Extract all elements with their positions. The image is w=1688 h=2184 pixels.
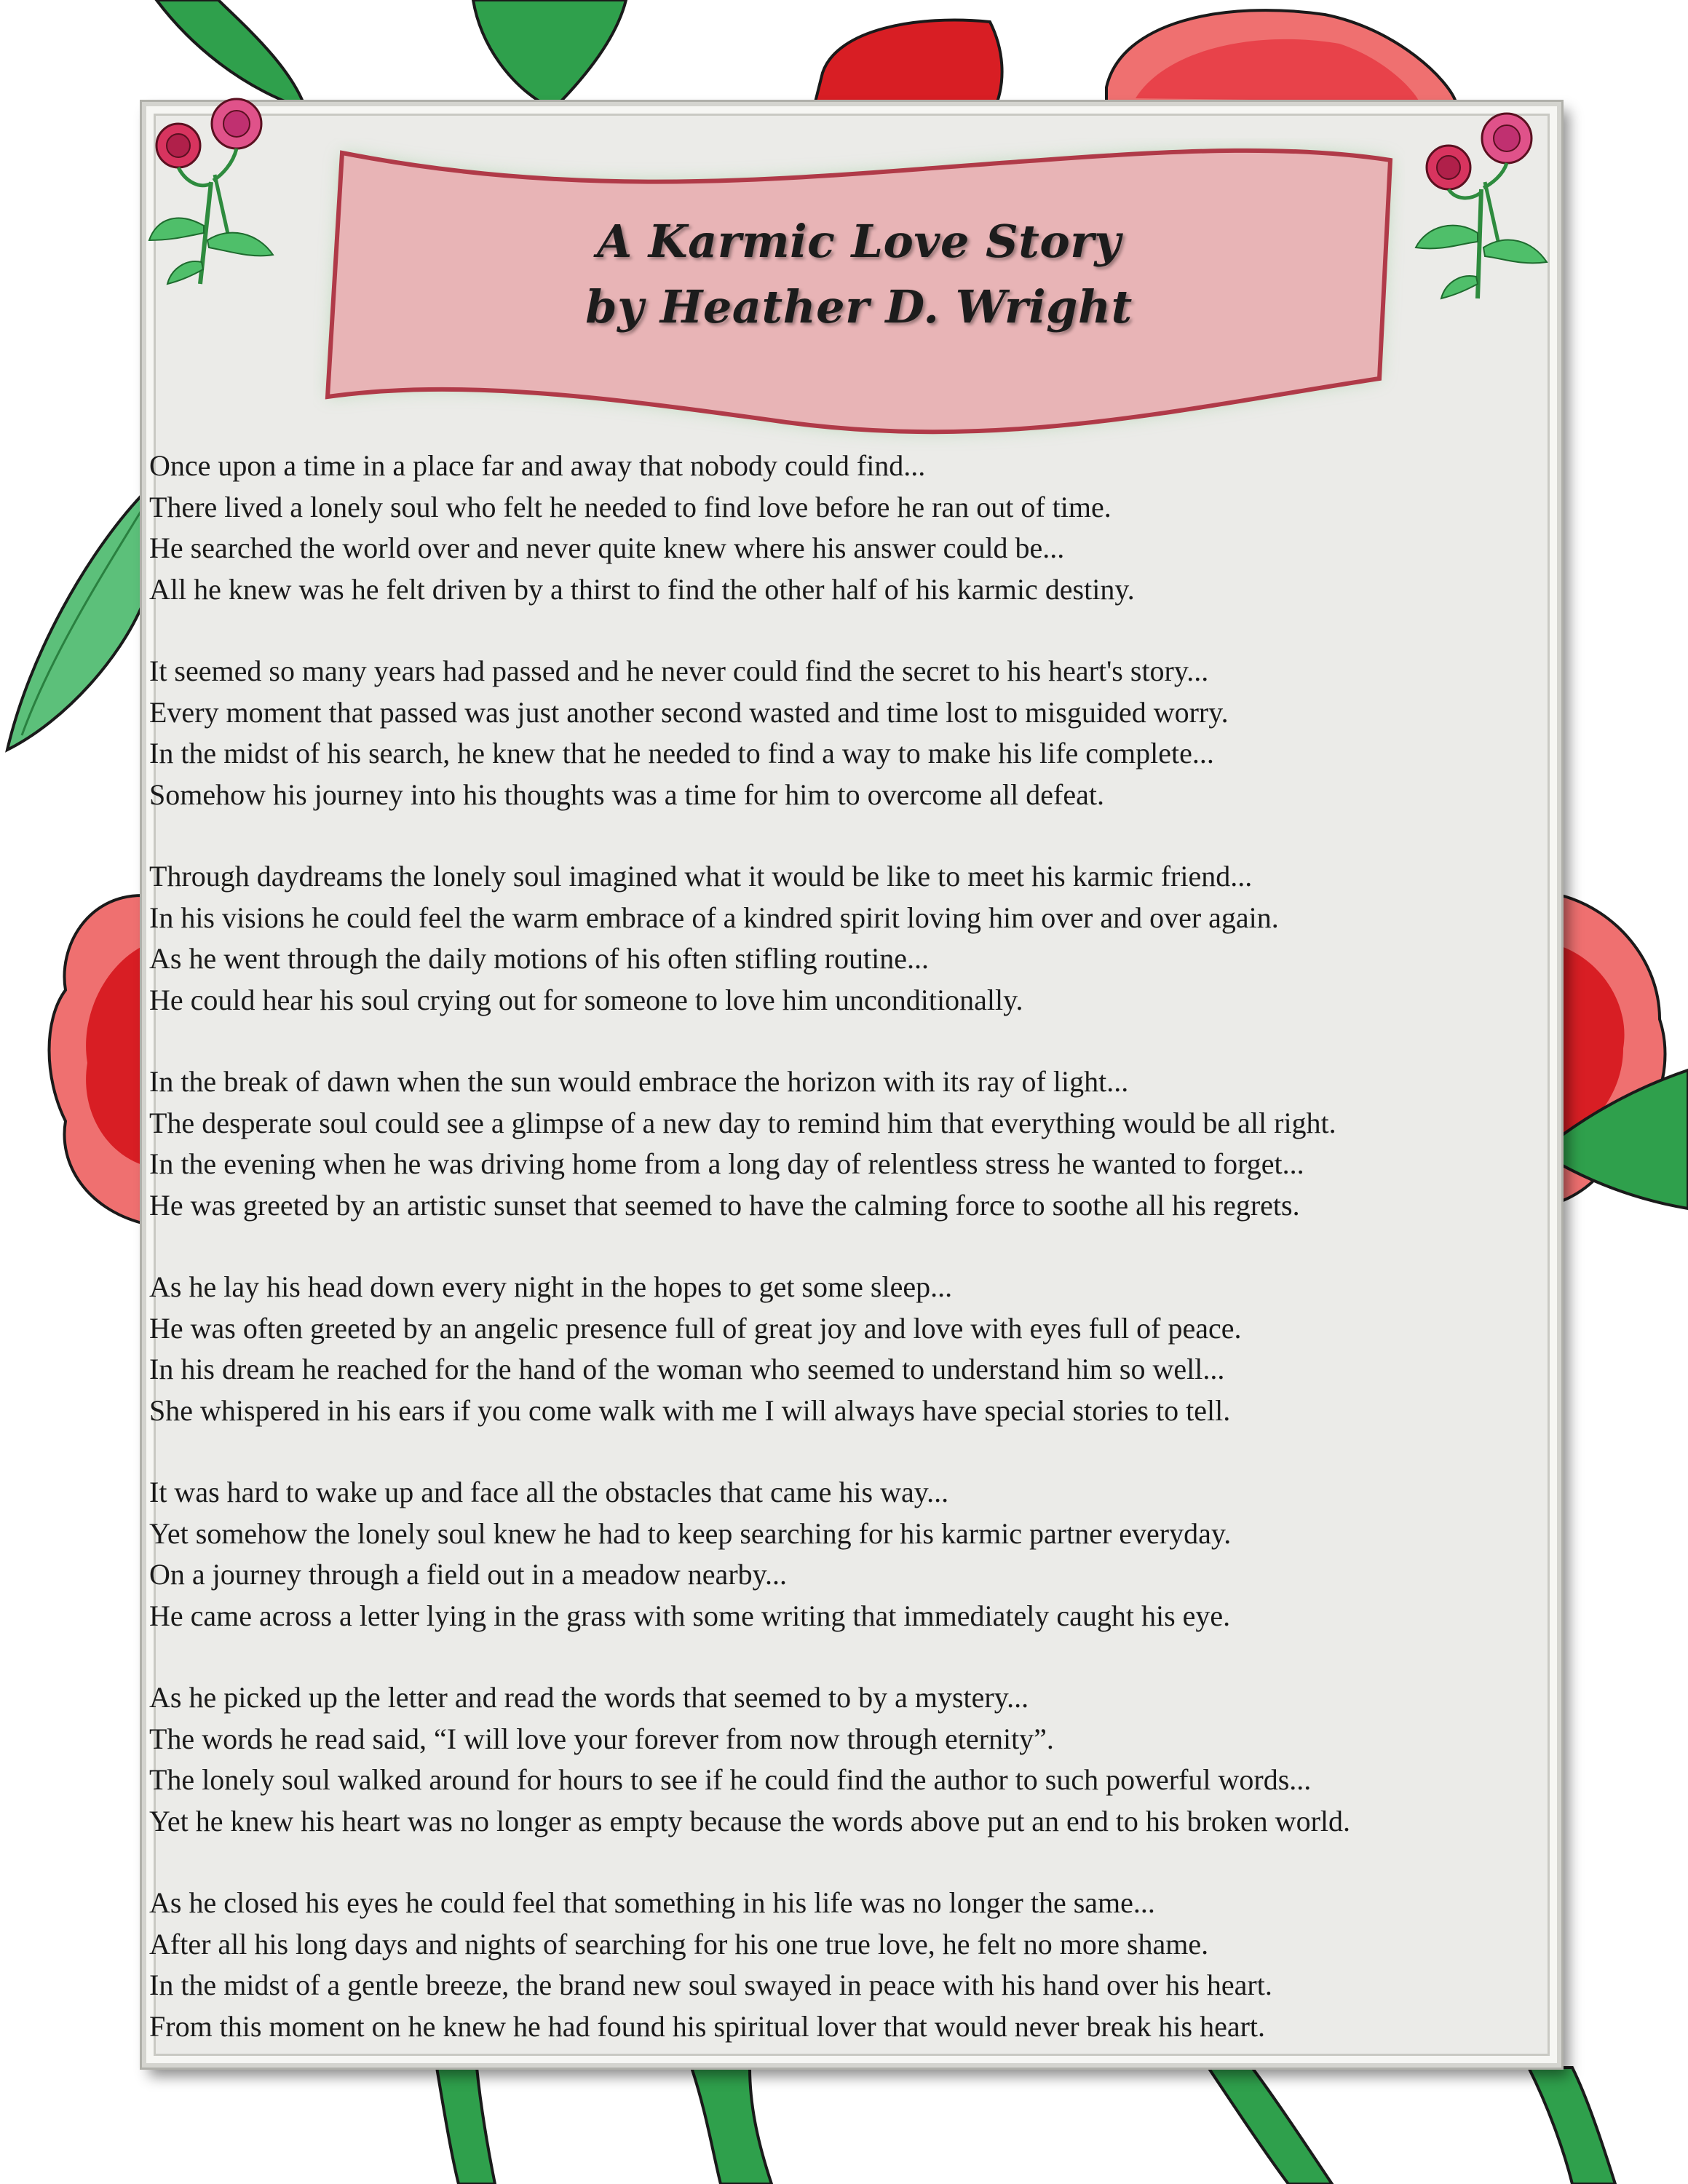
- poem-line: In his dream he reached for the hand of the woman who seemed to understand him so well...: [149, 1353, 1225, 1385]
- poem-line: From this moment on he knew he had found his spiritual lover that would never break his heart.: [149, 2009, 1266, 2043]
- poem-line: As he closed his eyes he could feel that something in his life was no longer the same...: [149, 1886, 1155, 1919]
- leaf-left-upper: [7, 495, 146, 750]
- title-banner: [313, 138, 1405, 451]
- leaf-top-center: [473, 0, 626, 109]
- poem-line: It was hard to wake up and face all the obstacles that came his way...: [149, 1476, 949, 1508]
- poem-line: All he knew was he felt driven by a thirst to find the other half of his karmic destiny.: [149, 572, 1135, 606]
- author-byline: by Heather D. Wright: [585, 280, 1133, 333]
- petal-top-red: [815, 20, 1002, 102]
- poem-line: It seemed so many years had passed and he never could find the secret to his heart's story...: [149, 654, 1209, 687]
- poem-line: The desperate soul could see a glimpse of a new day to remind him that everything would be all right.: [149, 1106, 1336, 1139]
- leaf-top-left: [156, 0, 306, 109]
- poem-line: Somehow his journey into his thoughts was a time for him to overcome all defeat.: [149, 778, 1104, 811]
- poem-line: Yet he knew his heart was no longer as empty because the words above put an end to his broken world.: [149, 1804, 1350, 1837]
- poem-stanza: [149, 651, 1558, 815]
- poem-line: Once upon a time in a place far and away that nobody could find...: [149, 449, 926, 482]
- poem-line: The words he read said, “I will love your forever from now through eternity”.: [149, 1722, 1054, 1755]
- poem-line: There lived a lonely soul who felt he needed to find love before he ran out of time.: [149, 490, 1112, 523]
- poem-line: As he picked up the letter and read the words that seemed to by a mystery...: [149, 1681, 1029, 1714]
- poem-line: He was often greeted by an angelic presence full of great joy and love with eyes full of peace.: [149, 1311, 1242, 1345]
- poem-stanza: [149, 1883, 1558, 2047]
- poem-line: He searched the world over and never quite knew where his answer could be...: [149, 531, 1065, 564]
- poem-line: In the break of dawn when the sun would embrace the horizon with its ray of light...: [149, 1065, 1129, 1098]
- corner-rose-right-icon: [1405, 102, 1550, 306]
- poem-line: As he lay his head down every night in the hopes to get some sleep...: [149, 1270, 953, 1303]
- poem-line: The lonely soul walked around for hours to see if he could find the author to such powerful words...: [149, 1763, 1312, 1796]
- poem-body: [149, 446, 1558, 2088]
- poem-stanza: [149, 856, 1558, 1021]
- poem-line: He could hear his soul crying out for someone to love him unconditionally.: [149, 983, 1023, 1016]
- corner-rose-left-icon: [142, 95, 288, 298]
- poem-line: He came across a letter lying in the grass with some writing that immediately caught his eye.: [149, 1599, 1231, 1632]
- poem-line: Through daydreams the lonely soul imagined what it would be like to meet his karmic friend...: [149, 860, 1253, 893]
- poem-line: In the midst of a gentle breeze, the brand new soul swayed in peace with his hand over his heart.: [149, 1969, 1272, 2001]
- poem-line: In the midst of his search, he knew that he needed to find a way to make his life complete...: [149, 737, 1214, 769]
- poem-line: She whispered in his ears if you come walk with me I will always have special stories to tell.: [149, 1393, 1231, 1427]
- page-title: A Karmic Love Story: [597, 215, 1121, 268]
- poem-line: As he went through the daily motions of his often stifling routine...: [149, 942, 929, 975]
- poem-line: After all his long days and nights of searching for his one true love, he felt no more shame.: [149, 1927, 1209, 1961]
- poem-stanza: [149, 446, 1558, 610]
- poem-stanza: [149, 1677, 1558, 1842]
- poem-line: In the evening when he was driving home from a long day of relentless stress he wanted to forget...: [149, 1147, 1304, 1180]
- poem-stanza: [149, 1061, 1558, 1226]
- poem-line: He was greeted by an artistic sunset that seemed to have the calming force to soothe all his regrets.: [149, 1188, 1300, 1222]
- poem-stanza: [149, 1267, 1558, 1431]
- poem-line: On a journey through a field out in a meadow nearby...: [149, 1558, 788, 1591]
- poem-line: Yet somehow the lonely soul knew he had to keep searching for his karmic partner everyday.: [149, 1516, 1232, 1550]
- poem-stanza: [149, 1472, 1558, 1637]
- poem-line: In his visions he could feel the warm embrace of a kindred spirit loving him over and over again.: [149, 901, 1279, 934]
- poem-line: Every moment that passed was just another second wasted and time lost to misguided worry.: [149, 695, 1229, 729]
